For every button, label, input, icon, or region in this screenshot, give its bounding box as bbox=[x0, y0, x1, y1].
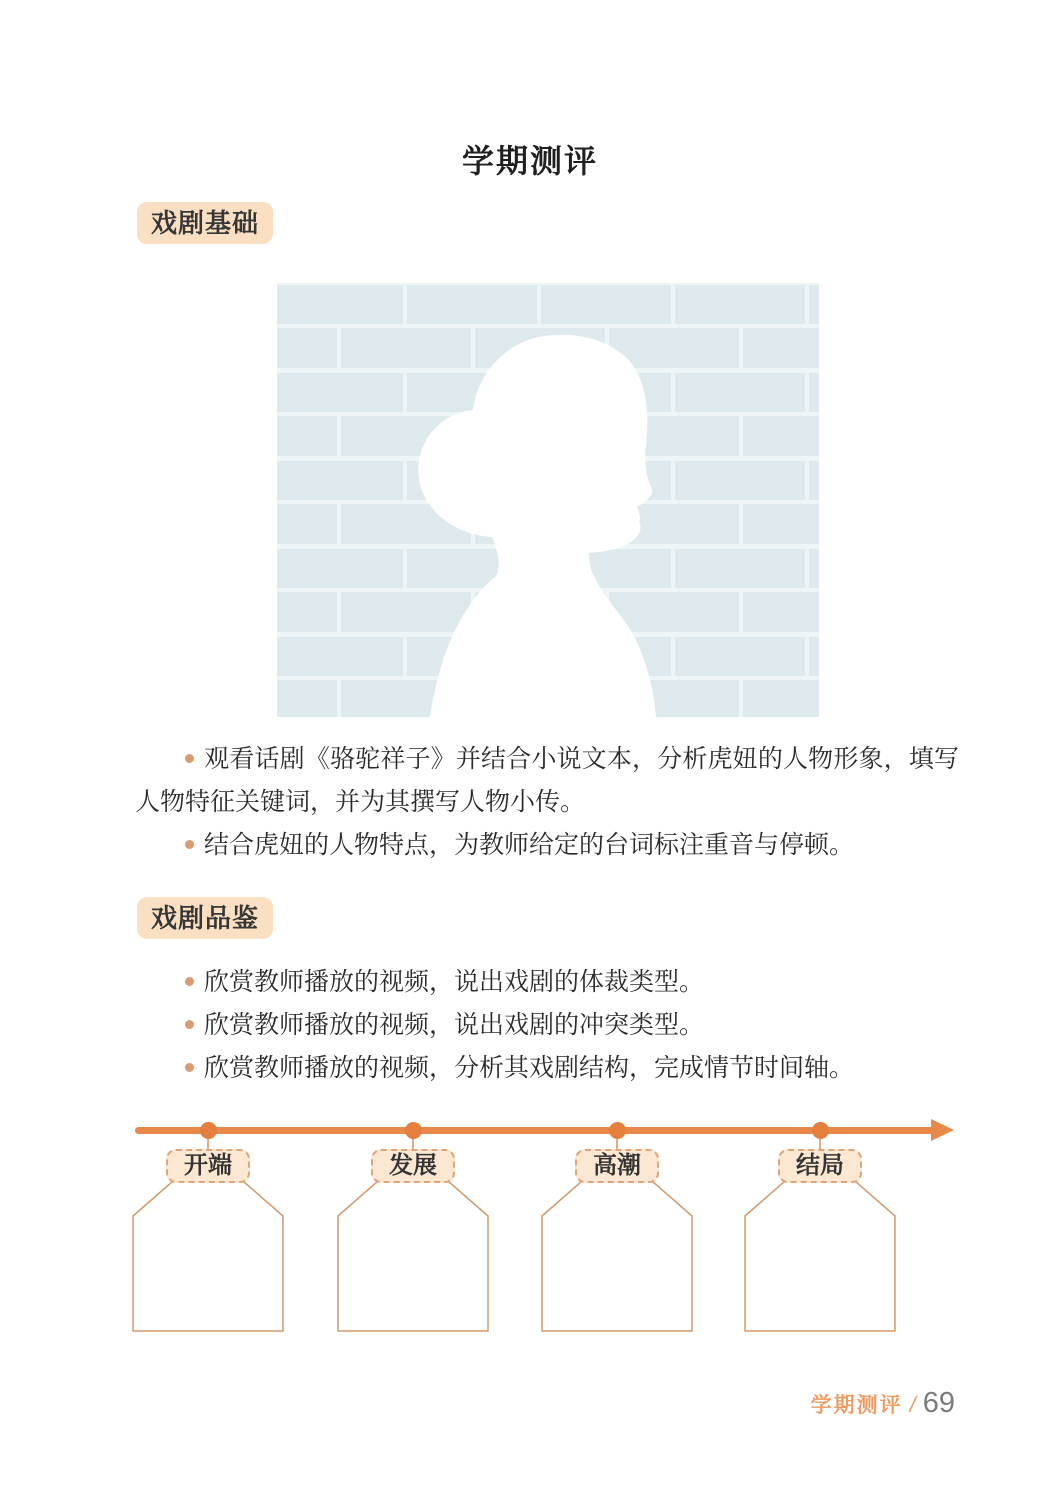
basics-task-list bbox=[135, 738, 959, 867]
task-text: 欣赏教师播放的视频，说出戏剧的冲突类型。 bbox=[204, 1012, 705, 1039]
task-text: 欣赏教师播放的视频，说出戏剧的体裁类型。 bbox=[204, 969, 705, 996]
answer-box bbox=[744, 1180, 896, 1332]
page-number: 69 bbox=[922, 1387, 955, 1419]
answer-box bbox=[541, 1180, 693, 1332]
answer-box bbox=[132, 1180, 284, 1332]
footer-section-label: 学期测评 bbox=[810, 1394, 903, 1417]
task-item bbox=[135, 824, 959, 867]
plot-timeline bbox=[130, 1110, 990, 1350]
task-item bbox=[135, 1004, 959, 1047]
stage-label: 高潮 bbox=[575, 1149, 659, 1183]
section-badge-drama-basics: 戏剧基础 bbox=[137, 202, 273, 244]
bullet-icon bbox=[185, 977, 194, 986]
section-badge-drama-appreciation: 戏剧品鉴 bbox=[137, 897, 273, 939]
bullet-icon bbox=[185, 840, 194, 849]
stage-label: 结局 bbox=[778, 1149, 862, 1183]
arrow-right-icon bbox=[931, 1119, 954, 1141]
timeline-node-icon bbox=[405, 1122, 422, 1139]
timeline-node-icon bbox=[200, 1122, 217, 1139]
hero-image bbox=[277, 283, 819, 717]
bullet-icon bbox=[185, 1020, 194, 1029]
bullet-icon bbox=[185, 1063, 194, 1072]
appreciation-task-list bbox=[135, 961, 959, 1090]
page-title: 学期测评 bbox=[461, 143, 598, 179]
timeline-node-icon bbox=[812, 1122, 829, 1139]
woman-silhouette-illustration bbox=[277, 283, 819, 717]
task-text: 欣赏教师播放的视频，分析其戏剧结构，完成情节时间轴。 bbox=[204, 1055, 855, 1082]
task-item bbox=[135, 1047, 959, 1090]
stage-label: 发展 bbox=[371, 1149, 455, 1183]
footer-separator: / bbox=[909, 1392, 916, 1417]
bullet-icon bbox=[185, 754, 194, 763]
answer-box bbox=[337, 1180, 489, 1332]
task-text: 结合虎妞的人物特点，为教师给定的台词标注重音与停顿。 bbox=[204, 832, 855, 859]
task-item bbox=[135, 961, 959, 1004]
task-item bbox=[135, 738, 959, 824]
stage-label: 开端 bbox=[166, 1149, 250, 1183]
task-text: 观看话剧《骆驼祥子》并结合小说文本，分析虎妞的人物形象，填写人物特征关键词，并为其撰写人物小传。 bbox=[135, 746, 959, 816]
page-footer bbox=[811, 1387, 955, 1420]
timeline-node-icon bbox=[609, 1122, 626, 1139]
